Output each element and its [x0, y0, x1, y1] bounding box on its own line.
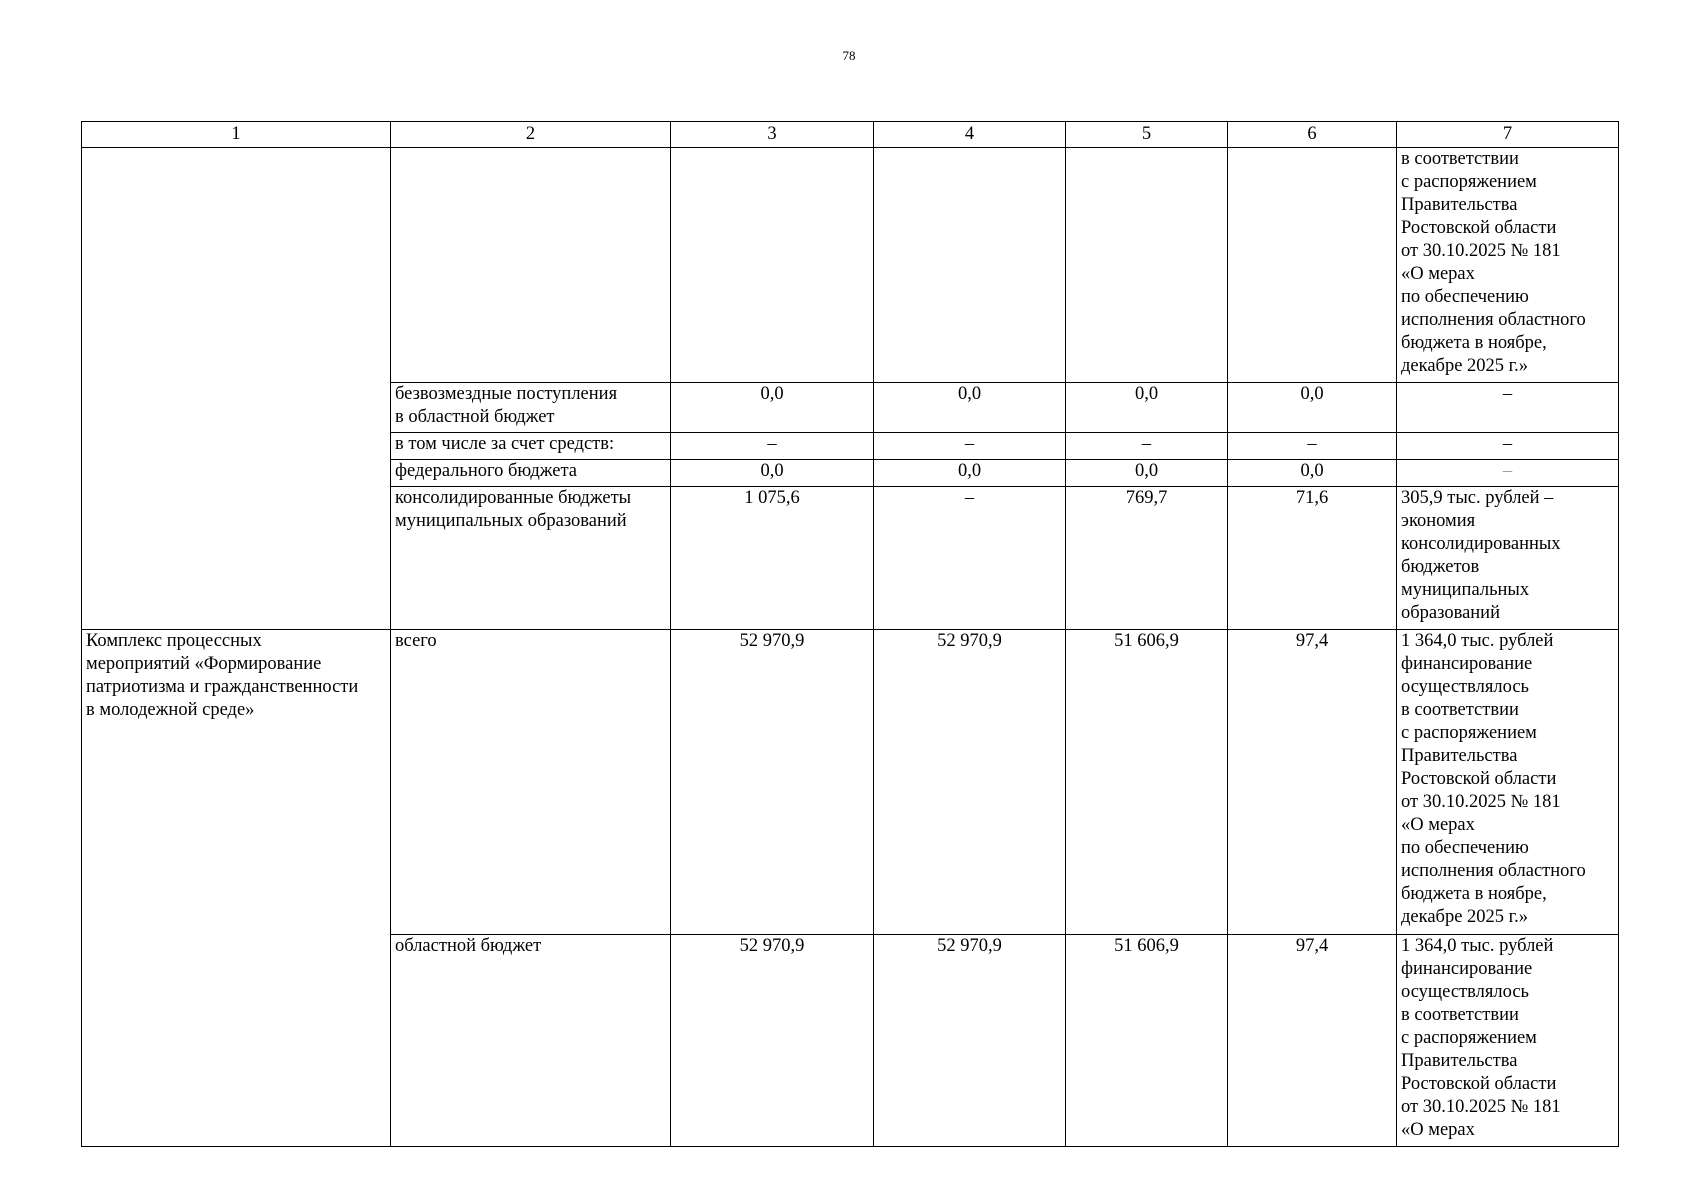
- page-number: 78: [842, 48, 856, 63]
- budget-value: –: [874, 487, 1066, 630]
- table-row: [82, 148, 1619, 383]
- actual-value: 51 606,9: [1066, 630, 1228, 935]
- percent-value: 0,0: [1228, 383, 1397, 433]
- table-row: [82, 630, 1619, 935]
- source-label: безвозмездные поступления в областной бюджет: [391, 383, 671, 433]
- empty-cell: [82, 148, 391, 630]
- percent-value: 71,6: [1228, 487, 1397, 630]
- budget-value: 52 970,9: [874, 935, 1066, 1147]
- plan-value: –: [671, 433, 874, 460]
- budget-report-table: [81, 121, 1619, 1147]
- percent-value: 0,0: [1228, 460, 1397, 487]
- empty-cell: [1228, 148, 1397, 383]
- column-number: 4: [874, 122, 1066, 148]
- note-cell: –: [1397, 433, 1619, 460]
- column-number: 1: [82, 122, 391, 148]
- budget-value: 0,0: [874, 460, 1066, 487]
- program-name-cell: Комплекс процессных мероприятий «Формирование патриотизма и гражданственности в молодежной среде»: [82, 630, 391, 1147]
- percent-value: 97,4: [1228, 935, 1397, 1147]
- source-label: в том числе за счет средств:: [391, 433, 671, 460]
- source-label: всего: [391, 630, 671, 935]
- column-number: 7: [1397, 122, 1619, 148]
- budget-value: 52 970,9: [874, 630, 1066, 935]
- column-number: 5: [1066, 122, 1228, 148]
- column-number: 6: [1228, 122, 1397, 148]
- source-label: консолидированные бюджеты муниципальных образований: [391, 487, 671, 630]
- percent-value: 97,4: [1228, 630, 1397, 935]
- empty-cell: [391, 148, 671, 383]
- plan-value: 1 075,6: [671, 487, 874, 630]
- source-label: федерального бюджета: [391, 460, 671, 487]
- actual-value: 51 606,9: [1066, 935, 1228, 1147]
- column-number: 3: [671, 122, 874, 148]
- plan-value: 0,0: [671, 383, 874, 433]
- percent-value: –: [1228, 433, 1397, 460]
- plan-value: 0,0: [671, 460, 874, 487]
- column-number-row: [82, 122, 1619, 148]
- note-cell: 1 364,0 тыс. рублей финансирование осуществлялось в соответствии с распоряжением Правительства Ростовской области от 30.10.2025 № 181 «О мерах: [1397, 935, 1619, 1147]
- actual-value: 769,7: [1066, 487, 1228, 630]
- note-cell: 1 364,0 тыс. рублей финансирование осуществлялось в соответствии с распоряжением Правительства Ростовской области от 30.10.2025 № 181 «О мерах по обеспечению исполнения областного бюджета в ноябре, декабре 2025 г.»: [1397, 630, 1619, 935]
- empty-cell: [874, 148, 1066, 383]
- source-label: областной бюджет: [391, 935, 671, 1147]
- budget-value: 0,0: [874, 383, 1066, 433]
- plan-value: 52 970,9: [671, 630, 874, 935]
- actual-value: 0,0: [1066, 383, 1228, 433]
- note-cell: в соответствии с распоряжением Правительства Ростовской области от 30.10.2025 № 181 «О мерах по обеспечению исполнения областного бюджета в ноябре, декабре 2025 г.»: [1397, 148, 1619, 383]
- plan-value: 52 970,9: [671, 935, 874, 1147]
- column-number: 2: [391, 122, 671, 148]
- empty-cell: [1066, 148, 1228, 383]
- actual-value: –: [1066, 433, 1228, 460]
- budget-value: –: [874, 433, 1066, 460]
- note-cell: –: [1397, 383, 1619, 433]
- note-cell: 305,9 тыс. рублей – экономия консолидированных бюджетов муниципальных образований: [1397, 487, 1619, 630]
- actual-value: 0,0: [1066, 460, 1228, 487]
- note-cell: –: [1397, 460, 1619, 487]
- empty-cell: [671, 148, 874, 383]
